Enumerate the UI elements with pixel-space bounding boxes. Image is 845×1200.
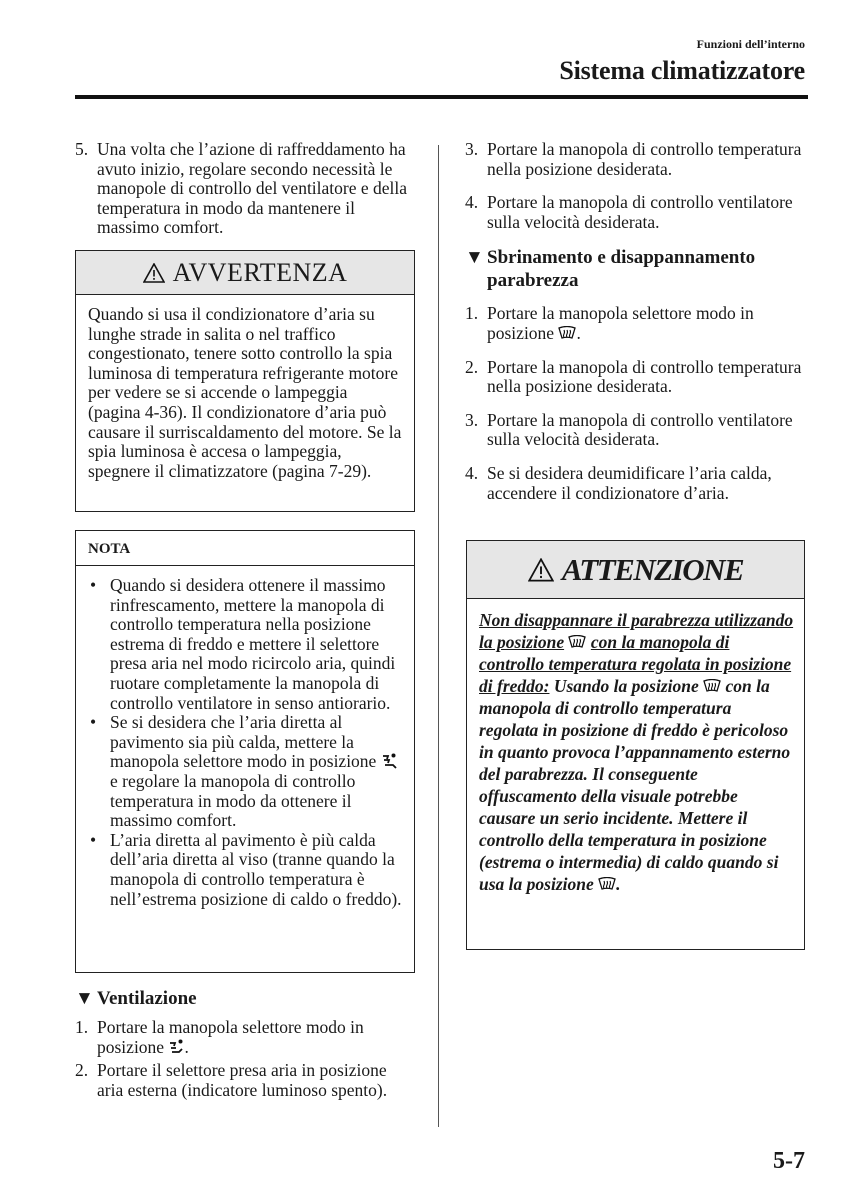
- step-number: 5.: [75, 139, 89, 159]
- step-number: 3.: [465, 409, 479, 430]
- step-text: Portare la manopola di controllo temperatura nella posizione desiderata.: [487, 356, 802, 397]
- defrost-step-2: [465, 358, 807, 397]
- note-bullet: • L’aria diretta al pavimento è più calda dell’aria diretta al viso (tranne quando la manopola di controllo temperatura è nell’estrema posizione di caldo o freddo).: [90, 829, 402, 909]
- windshield-defrost-icon: [568, 635, 586, 649]
- defrost-title: Sbrinamento e disappannamento parabrezza: [487, 247, 756, 292]
- caution-header: [467, 541, 804, 599]
- note-bullet-text: L’aria diretta al pavimento è più calda dell’aria diretta al viso (tranne quando la manopola di controllo temperatura è nell’estrema posizione di caldo o freddo).: [110, 829, 402, 909]
- header-section-name: Funzioni dell’interno: [696, 37, 805, 51]
- windshield-defrost-icon: [598, 877, 616, 891]
- warning-body: Quando si usa il condizionatore d’aria su lunghe strade in salita o nel traffico congestionato, tenere sotto controllo la spia luminosa di temperatura refrigerante motore per vedere se si accende o lampeggia (pagina 4-36). Il condizionatore d’aria può causare il surriscaldamento del motore. Se la spia luminosa è accesa o lampeggia, spegnere il climatizzatore (pagina 7-29).: [88, 304, 402, 481]
- step-text: Portare la manopola di controllo ventilatore sulla velocità desiderata.: [487, 409, 793, 450]
- step-text: Portare il selettore presa aria in posizione aria esterna (indicatore luminoso spento).: [97, 1060, 388, 1100]
- note-bullet-text-post: e regolare la manopola di controllo temperatura in modo da ottenere il massimo comfort.: [110, 770, 356, 831]
- defrost-step-1: 1. Portare la manopola selettore modo in posizione .: [465, 303, 754, 343]
- warning-title: AVVERTENZA: [172, 257, 348, 287]
- warning-box: [75, 250, 415, 512]
- defrost-heading: [465, 246, 807, 292]
- caution-body: Non disappannare il parabrezza utilizzando la posizione con la manopola di controllo temperatura regolata in posizione di freddo: Usando la posizione con la manopola di controllo temperatura regolata in posizione di freddo è pericoloso in quanto provoca l’appannamento esterno del parabrezza. Il conseguente offuscamento della visuale potrebbe causare un serio incidente. Mettere il controllo della temperatura in posizione (estrema o intermedia) di caldo quando si usa la posizione .: [479, 610, 794, 894]
- ventilation-title: Ventilazione: [97, 988, 197, 1009]
- defrost-step-4: [465, 464, 807, 503]
- page-number: 5-7: [773, 1148, 805, 1174]
- step-text: Portare la manopola di controllo temperatura nella posizione desiderata.: [487, 139, 802, 179]
- step-number: 1.: [75, 1017, 89, 1037]
- step-text: Portare la manopola di controllo ventilatore sulla velocità desiderata.: [487, 192, 793, 232]
- step-number: 1.: [465, 303, 479, 324]
- ventilation-step-1: 1. Portare la manopola selettore modo in posizione .: [75, 1017, 364, 1057]
- step-number: 4.: [465, 192, 479, 213]
- caution-box: [466, 540, 805, 950]
- step-text: Portare la manopola selettore modo in posizione: [97, 1017, 364, 1057]
- step-text: Portare la manopola selettore modo in posizione: [487, 303, 754, 343]
- step-text: Se si desidera deumidificare l’aria calda, accendere il condizionatore d’aria.: [487, 462, 772, 503]
- step-4: [465, 193, 807, 232]
- defrost-step-3: [465, 411, 807, 450]
- caution-text: Usando la posizione: [553, 676, 699, 696]
- note-bullet-text-pre: Se si desidera che l’aria diretta al pavimento sia più calda, mettere la manopola selettore modo in posizione: [110, 712, 377, 772]
- windshield-defrost-icon: [558, 326, 576, 340]
- section-triangle-icon: ▼: [465, 247, 484, 269]
- step-number: 3.: [465, 139, 479, 159]
- step-number: 2.: [75, 1060, 89, 1081]
- right-column: [465, 140, 807, 503]
- note-box: [75, 530, 415, 973]
- caution-underlined-text: con la manopola di controllo temperatura regolata in posizione di freddo:: [479, 632, 792, 696]
- section-triangle-icon: ▼: [75, 988, 94, 1009]
- note-bullet-text: Quando si desidera ottenere il massimo rinfrescamento, mettere la manopola di controllo temperatura nella posizione estrema di freddo e mettere il selettore presa aria nel modo ricircolo aria, quindi ruotare completamente la manopola di controllo ventilatore in senso antiorario.: [110, 575, 396, 713]
- step-number: 4.: [465, 462, 479, 483]
- ventilation-section: [75, 987, 415, 1100]
- step-text: Una volta che l’azione di raffreddamento ha avuto inizio, regolare secondo necessità le manopole di controllo del ventilatore e della temperatura in modo da mantenere il massimo comfort.: [97, 139, 408, 238]
- face-vent-icon: [168, 1039, 184, 1055]
- warning-triangle-icon: [143, 263, 165, 283]
- windshield-defrost-icon: [703, 679, 721, 693]
- step-5: [75, 140, 415, 238]
- page-title: Sistema climatizzatore: [559, 56, 805, 85]
- step-3: [465, 140, 807, 179]
- note-body: [76, 566, 414, 909]
- warning-triangle-icon: [528, 558, 554, 582]
- note-bullet: • Se si desidera che l’aria diretta al pavimento sia più calda, mettere la manopola selettore modo in posizione e regolare la manopola di controllo temperatura in modo da ottenere il massimo comfort.: [88, 713, 404, 831]
- header-rule: [75, 95, 808, 99]
- caution-underlined-text: Non disappannare il parabrezza utilizzando la posizione: [479, 610, 794, 652]
- left-column: [75, 140, 415, 238]
- ventilation-heading: [75, 987, 415, 1010]
- warning-header: [76, 251, 414, 295]
- note-bullet: • Quando si desidera ottenere il massimo rinfrescamento, mettere la manopola di controllo temperatura nella posizione estrema di freddo e mettere il selettore presa aria nel modo ricircolo aria, quindi ruotare completamente la manopola di controllo ventilatore in senso antiorario.: [90, 575, 396, 713]
- step-number: 2.: [465, 356, 479, 377]
- note-title: NOTA: [76, 531, 414, 566]
- floor-vent-icon: [381, 753, 397, 769]
- column-divider: [438, 145, 439, 1127]
- caution-title: ATTENZIONE: [561, 551, 744, 587]
- caution-text: con la manopola di controllo temperatura regolata in posizione di freddo è pericoloso in quanto provoca l’appannamento esterno del parabrezza. Il conseguente offuscamento della visuale potrebbe causare un serio incidente. Mettere il controllo della temperatura in posizione (estrema o intermedia) di caldo quando si usa la posizione: [479, 676, 791, 894]
- ventilation-step-2: [75, 1061, 415, 1100]
